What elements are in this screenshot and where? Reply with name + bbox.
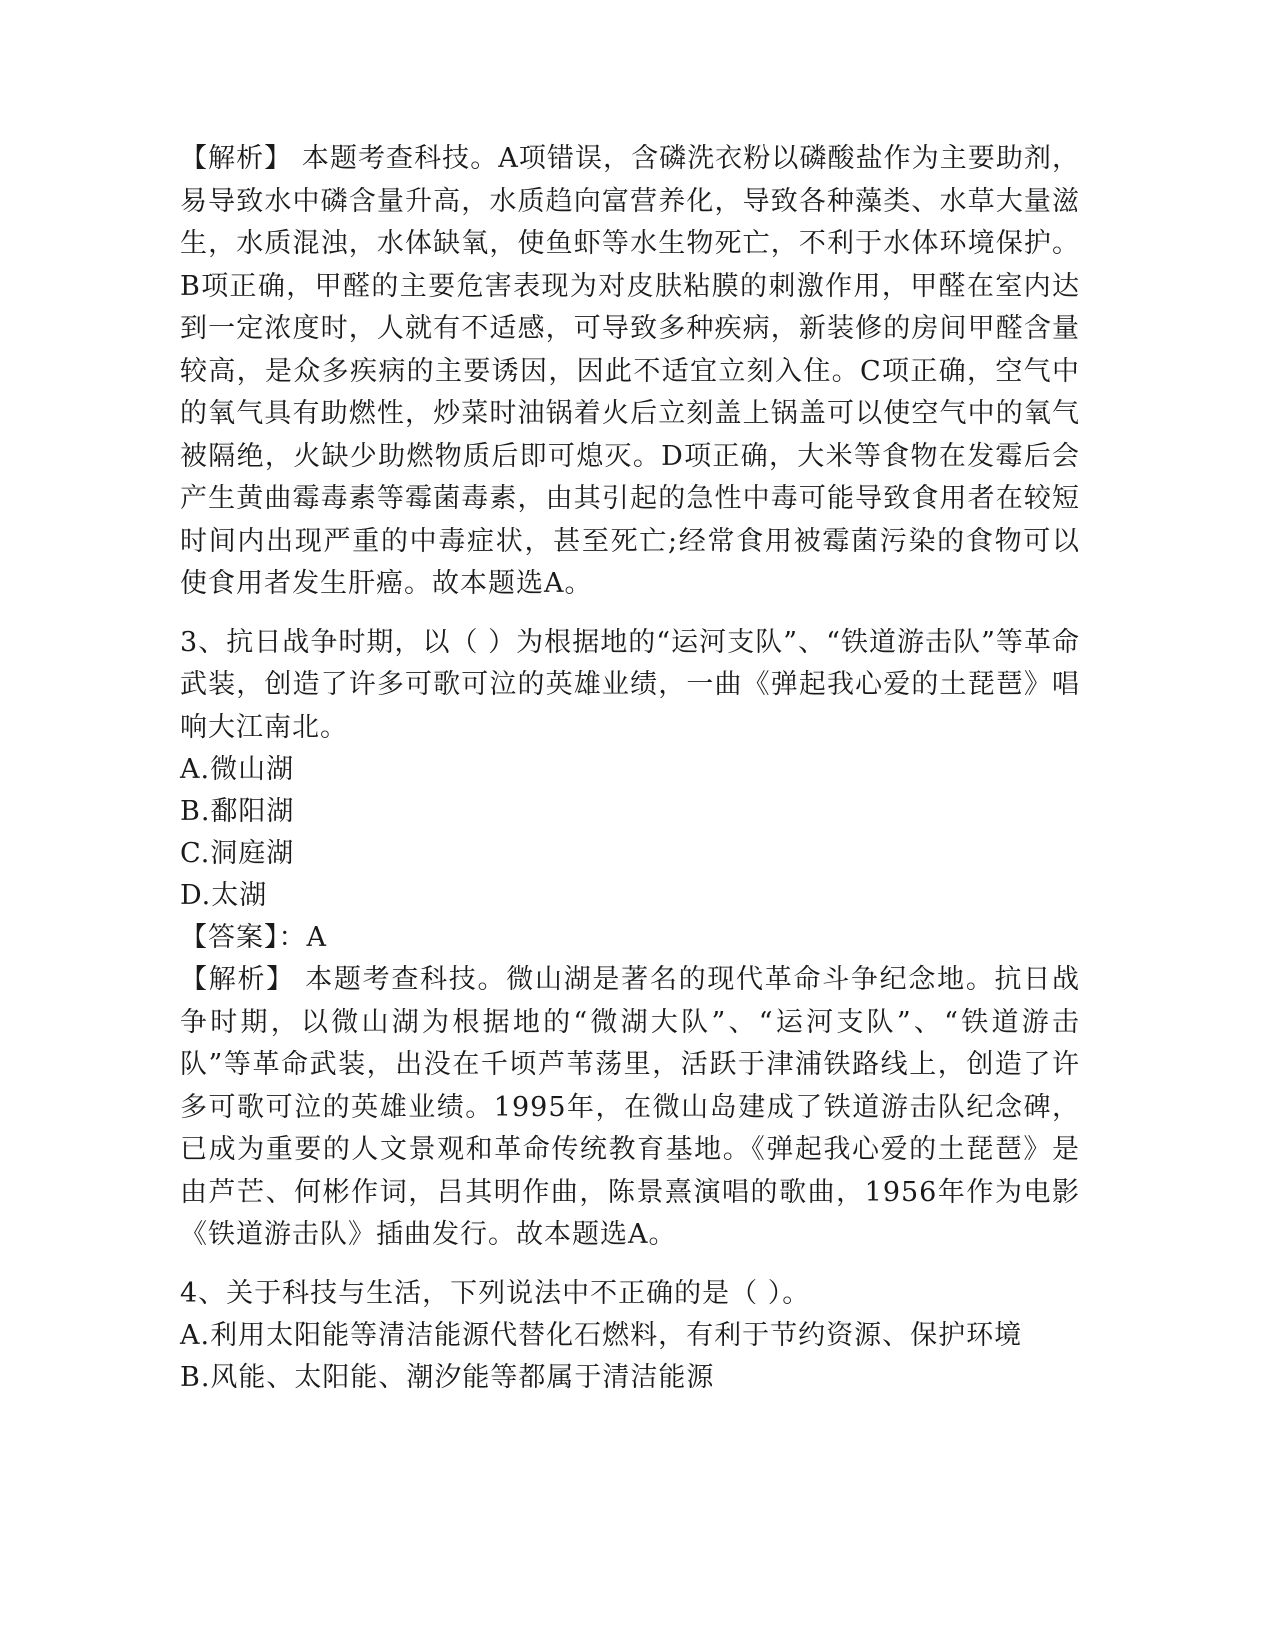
question-4-option-b: B.风能、太阳能、潮汐能等都属于清洁能源 bbox=[180, 1362, 715, 1393]
question-3-analysis: 【解析】 本题考查科技。微山湖是著名的现代革命斗争纪念地。抗日战争时期，以微山湖为根据地的“微湖大队”、“运河支队”、“铁道游击队”等革命武装，出没在千顷芦苇荡里，活跃于津浦铁路线上，创造了许多可歌可泣的英雄业绩。1995年，在微山岛建成了铁道游击队纪念碑，已成为重要的人文景观和革命传统教育基地。《弹起我心爱的土琵琶》是由芦芒、何彬作词，吕其明作曲，陈景熹演唱的歌曲，1956年作为电影《铁道游击队》插曲发行。故本题选A。 bbox=[180, 964, 1080, 1250]
question-3-option-b: B.鄱阳湖 bbox=[180, 796, 295, 827]
document-page bbox=[180, 138, 1080, 1399]
question-3-option-d: D.太湖 bbox=[180, 880, 268, 911]
section-gap bbox=[180, 1257, 1080, 1273]
question-3-stem: 3、抗日战争时期，以（ ）为根据地的“运河支队”、“铁道游击队”等革命武装，创造了许多可歌可泣的英雄业绩，一曲《弹起我心爱的土琵琶》唱响大江南北。 bbox=[180, 626, 1080, 743]
question-4-stem: 4、关于科技与生活，下列说法中不正确的是（ ）。 bbox=[180, 1277, 811, 1309]
section-gap bbox=[180, 606, 1080, 622]
question-3-answer: 【答案】：A bbox=[180, 922, 327, 953]
question-3-option-c: C.洞庭湖 bbox=[180, 838, 295, 869]
analysis-paragraph-q2: 【解析】 本题考查科技。A项错误，含磷洗衣粉以磷酸盐作为主要助剂，易导致水中磷含量升高，水质趋向富营养化，导致各种藻类、水草大量滋生，水质混浊，水体缺氧，使鱼虾等水生物死亡，不利于水体环境保护。B项正确，甲醛的主要危害表现为对皮肤粘膜的刺激作用，甲醛在室内达到一定浓度时，人就有不适感，可导致多种疾病，新装修的房间甲醛含量较高，是众多疾病的主要诱因，因此不适宜立刻入住。C项正确，空气中的氧气具有助燃性，炒菜时油锅着火后立刻盖上锅盖可以使空气中的氧气被隔绝，火缺少助燃物质后即可熄灭。D项正确，大米等食物在发霉后会产生黄曲霉毒素等霉菌毒素，由其引起的急性中毒可能导致食用者在较短时间内出现严重的中毒症状，甚至死亡;经常食用被霉菌污染的食物可以使食用者发生肝癌。故本题选A。 bbox=[180, 143, 1080, 599]
question-3-option-a: A.微山湖 bbox=[180, 754, 295, 785]
question-4-option-a: A.利用太阳能等清洁能源代替化石燃料，有利于节约资源、保护环境 bbox=[180, 1320, 1023, 1351]
